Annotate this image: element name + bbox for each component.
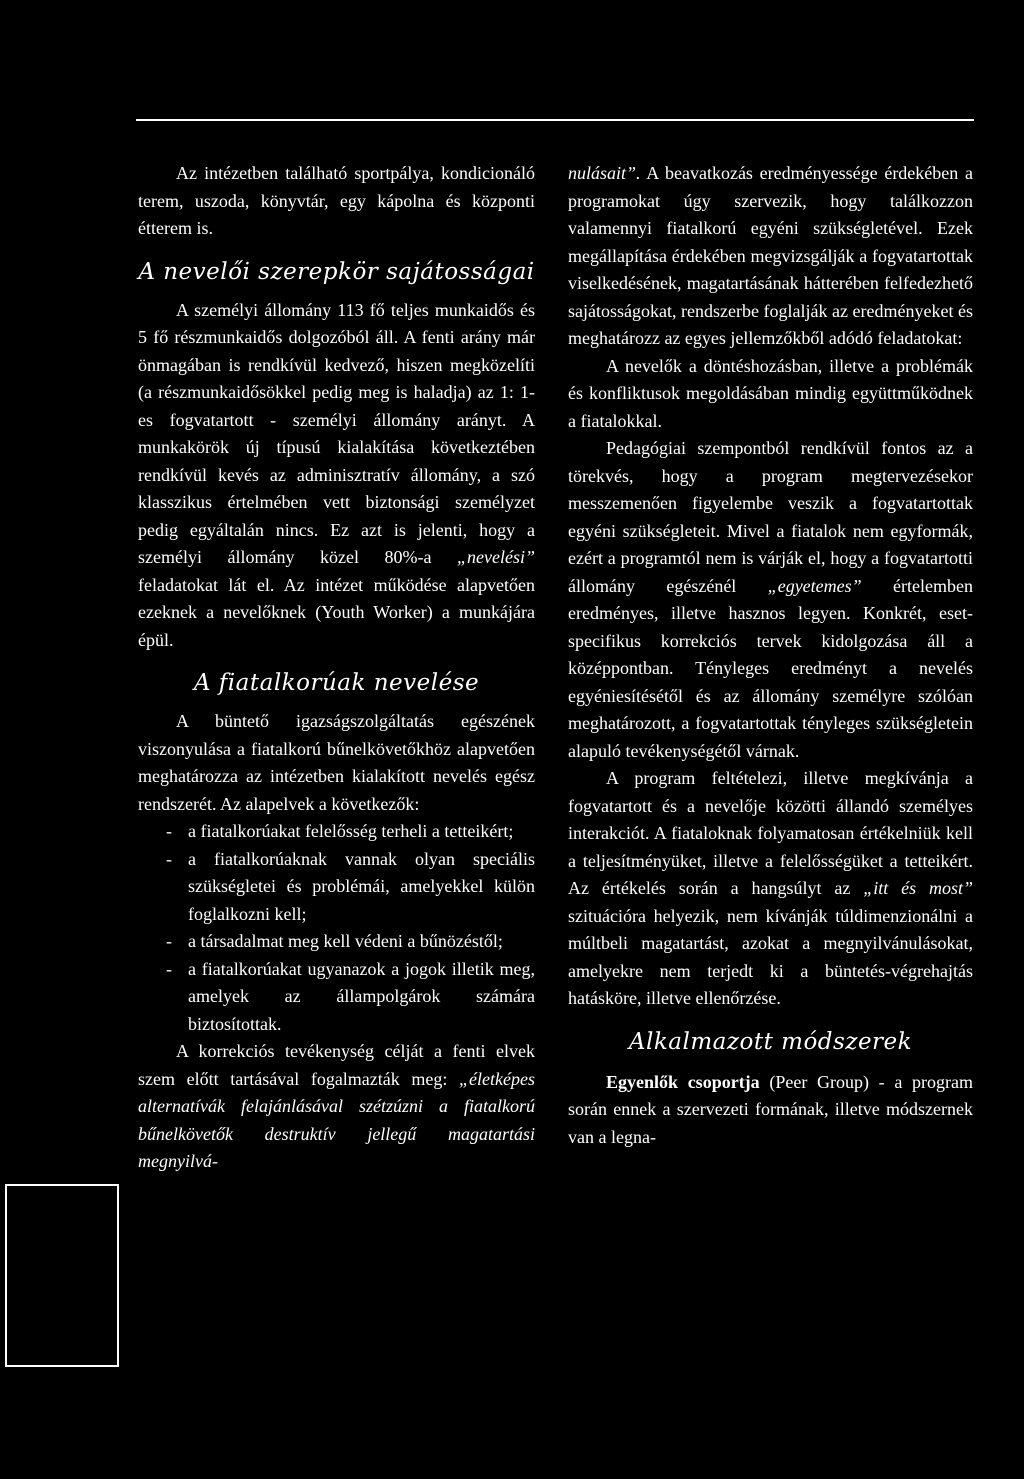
pedagogy-emphasis: „egyetemes” [767,575,862,596]
staff-text: A személyi állomány 113 fő teljes munkaidős és 5 fő részmunkaidős dolgozóból áll. A fenti arány már önmagában is rendkívül kedvező, hiszen megközelíti (a részmunkaidősökkel pedig meg is haladja) az 1: 1-es fogvatartott - személyi állomány arányt. A munkakörök új típusú kialakítása következtében rendkívül kevés az adminisztratív állomány, a szó klasszikus értelmében vett biztonsági személyzet pedig egyáltalán nincs. Ez azt is jelenti, hogy a személyi állomány közel 80%-a [138,299,535,567]
intervention-emphasis: nulásait”. [568,163,641,183]
correction-paragraph [138,1038,535,1176]
cooperation-paragraph: A nevelők a döntéshozásban, illetve a problémák és konfliktusok megoldásában mindig együttműködnek a fiatalokkal. [568,355,973,431]
interaction-text-b: szituációra helyezik, nem kívánják túldimenzionálni a múltbeli magatartást, azokat a megnyilvánulásokat, amelyekre nem terjedt ki a büntetés-végrehajtás hatásköre, illetve ellenőrzése. [568,905,973,1008]
list-item: - a fiatalkorúakat felelősség terheli a tetteikért; [166,818,535,846]
peer-group-text: (Peer Group) - a program során ennek a szervezeti formának, illetve módszernek van a legna- [568,1071,973,1147]
top-rule [136,119,974,121]
staff-emphasis: „nevelési” [457,547,536,567]
section-heading-juvenile-education: A fiatalkorúak nevelése [193,670,480,696]
list-item: - a társadalmat meg kell védeni a bűnözéstől; [166,928,535,956]
pedagogy-text-b: értelemben eredményes, illetve hasznos legyen. Konkrét, eset-specifikus korrekciós tervek kidolgozása áll a középpontban. Tényleges eredményt a nevelés egyéniesítésétől és az állomány személyre szólóan meghatározott, a fogvatartottak tényleges szükségletein alapuló tevékenységétől várnak. [568,575,973,761]
peer-group-term: Egyenlők csoportja [606,1071,760,1092]
correction-text: A korrekciós tevékenység célját a fenti elvek szem előtt tartásával fogalmazták meg: [138,1041,535,1089]
staff-paragraph [138,297,535,655]
intervention-paragraph [568,160,973,353]
list-item: - a fiatalkorúaknak vannak olyan speciális szükségletei és problémái, amelyekkel külön foglalkozni kell; [166,846,535,929]
interaction-text-a: A program feltételezi, illetve megkívánja a fogvatartott és a nevelője közötti állandó személyes interakciót. A fiataloknak folyamatosan értékelniük kell a teljesítményüket, illetve a felelősségüket a tetteikért. Az értékelés során a hangsúlyt az [568,768,973,898]
justice-paragraph: A büntető igazságszolgáltatás egészének viszonyulása a fiatalkorú bűnelkövetőkhöz alapvetően meghatározza az intézetben kialakított nevelés egész rendszerét. Az alapelvek a következők: [138,711,535,814]
interaction-paragraph [568,765,973,1013]
section-heading-educator-role: A nevelői szerepkör sajátosságai [138,258,535,285]
list-item: - a fiatalkorúakat ugyanazok a jogok illetik meg, amelyek az állampolgárok számára biztosítottak. [166,956,535,1039]
peer-group-paragraph [568,1069,973,1152]
side-frame [5,1184,119,1367]
right-column [568,160,973,1151]
pedagogy-paragraph [568,435,973,765]
principles-list [138,818,535,1038]
left-column [138,160,535,1176]
staff-text-tail: feladatokat lát el. Az intézet működése alapvetően ezeknek a nevelőknek (Youth Worker) a munkájára épül. [138,574,535,650]
interaction-emphasis: „itt és most” [863,878,973,898]
pedagogy-text-a: Pedagógiai szempontból rendkívül fontos az a törekvés, hogy a program megtervezésekor messzemenően figyelembe veszik a fogvatartottak egyéni szükségleteit. Mivel a fiatalok nem egyformák, ezért a programtól nem is várják el, hogy a fogvatartotti állomány egészénél [568,438,973,596]
correction-emphasis: „életképes alternatívák felajánlásával szétzúzni a fiatalkorú bűnelkövetők destruktív jellegű magatartási megnyilvá- [138,1068,535,1171]
section-heading-methods: Alkalmazott módszerek [628,1028,913,1055]
intervention-text: A beavatkozás eredményessége érdekében a programokat úgy szervezik, hogy találkozzon valamennyi fiatalkorú egyéni szükségletével. Ezek megállapítása érdekében megvizsgálják a fogvatartottak viselkedésének, magatartásának hátterében felfedezhető sajátosságokat, rendszerbe foglalják az eredményeket és meghatározz az egyes jellemzőkből adódó feladatokat: [568,163,973,348]
intro-paragraph: Az intézetben található sportpálya, kondicionáló terem, uszoda, könyvtár, egy kápolna és központi étterem is. [138,163,535,238]
